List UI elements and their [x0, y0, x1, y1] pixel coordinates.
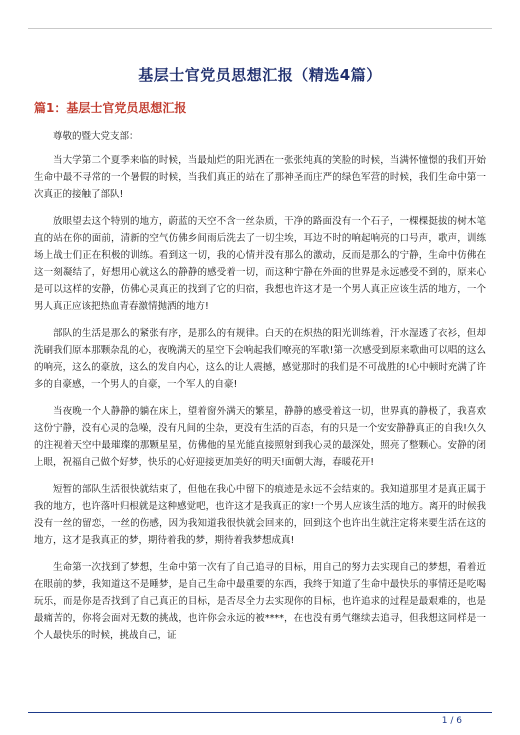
document-body — [34, 128, 486, 654]
footer-rule — [28, 712, 492, 713]
salutation: 尊敬的暨大党支部： — [53, 131, 139, 142]
paragraph-4: 当夜晚一个人静静的躺在床上，望着窗外满天的繁星，静静的感受着这一切，世界真的静极了，我喜欢这份宁静，没有心灵的急噪，没有凡间的尘杂，更没有生活的百态，有的只是一个安安静静真正的自我!久久的注视着天空中最璀璨的那颗星星，仿佛他的星光能直接照射到我心灵的最深处，照亮了整颗心。安静的闭上眼，祝福自己做个好梦，快乐的心好迎接更加美好的明天!面朝大海，春暖花开! — [34, 406, 486, 468]
paragraph-2: 放眼望去这个特别的地方，蔚蓝的天空不含一丝杂质，干净的路面没有一个石子，一棵棵挺拔的树木笔直的站在你的面前，清新的空气仿佛乡间雨后洗去了一切尘埃，耳边不时的响起响亮的口号声，歌声，训练场上战士们正在积极的训练。看到这一切，我的心情并没有那么的激动，反而是那么的宁静，生命中仿佛在这一刻凝结了，好想用心就这么的静静的感受着一切，而这种宁静在外面的世界是永远感受不到的，原来心是可以这样的安静，仿佛心灵真正的找到了它的归宿，我想也许这才是一个男人真正应该生活的地方，一个男人真正应该把热血青春激情抛洒的地方! — [34, 216, 486, 312]
document-title: 基层士官党员思想汇报（精选4篇） — [138, 66, 382, 84]
paragraph-3: 部队的生活是那么的紧张有序，是那么的有规律。白天的在炽热的阳光训练着，汗水湿透了衣衫，但却洗刷我们原本那颗杂乱的心，夜晚满天的星空下会响起我们嘹亮的军歌!第一次感受到原来歌曲可以唱的这么的响亮，这么的豪放，这么的发自内心，这么的让人震撼，感觉那时的我们是不可战胜的!心中顿时充满了许多的自豪感，一个男人的自豪，一个军人的自豪! — [34, 328, 486, 390]
paragraph-1: 当大学第二个夏季来临的时候，当最灿烂的阳光洒在一张张纯真的笑脸的时候，当满怀憧憬的我们开始生命中最不寻常的一个暑假的时候，当我们真正的站在了那神圣而庄严的绿色军营的时候，我们生命中第一次真正的接触了部队! — [34, 155, 486, 200]
paragraph-5: 短暂的部队生活很快就结束了，但他在我心中留下的痕迹是永远不会结束的。我知道那里才是真正属于我的地方，也许落叶归根就是这种感觉吧，也许这才是我真正的家!一个男人应该生活的地方。离开的时候我没有一丝的留恋，一丝的伤感，因为我知道我很快就会回来的，回到这个也许出生就注定将来要生活在这的地方，这才是我真正的梦，期待着我的梦，期待着我梦想成真! — [34, 484, 486, 546]
paragraph-6: 生命第一次找到了梦想，生命中第一次有了自己追寻的目标，用自己的努力去实现自己的梦想，看着近在眼前的梦，我知道这不是睡梦，是自己生命中最重要的东西，我终于知道了生命中最快乐的事情还是吃喝玩乐，而是你是否找到了自己真正的目标，是否尽全力去实现你的目标，也许追求的过程是最艰难的，也是最痛苦的，你将会面对无数的挑战，也许你会永远的被****，在也没有勇气继续去追寻，但我想这同样是一个人最快乐的时候，挑战自己，证 — [34, 562, 486, 641]
page-number: 1 / 6 — [441, 716, 462, 726]
header-rule — [28, 28, 492, 29]
section-heading: 篇1：基层士官党员思想汇报 — [34, 101, 187, 115]
